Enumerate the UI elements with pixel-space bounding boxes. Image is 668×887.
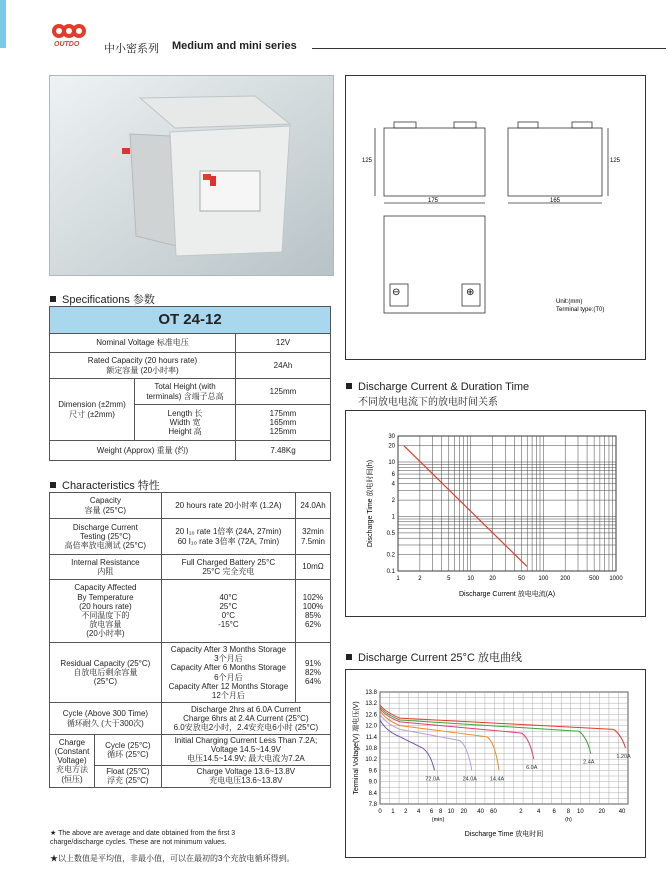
chart1-ylabel: Discharge Time 放电时间(h) xyxy=(367,459,374,548)
characteristics-heading: Characteristics 特性 xyxy=(50,477,160,493)
chart1-ytick-label: 20 xyxy=(388,443,395,450)
chart1-xlabel: Discharge Current 放电电流(A) xyxy=(458,591,556,598)
chart1-ytick-label: 6 xyxy=(391,472,395,479)
chart2-series-line xyxy=(380,709,534,759)
bullet-square-icon xyxy=(346,654,352,660)
chart2-ytick-label: 10.8 xyxy=(365,746,377,752)
chart2-series-line xyxy=(380,720,435,770)
chart2-ytick-label: 9.0 xyxy=(368,779,377,786)
chart2-xtick-min: 10 xyxy=(447,809,455,815)
chart2-series-label: 1.20A xyxy=(616,754,631,760)
chart2-ytick-label: 9.6 xyxy=(368,768,377,775)
chart2-xtick-min: 1 xyxy=(391,809,395,815)
chart2-xtick-min: 20 xyxy=(460,809,468,815)
logo-text: OUTDO xyxy=(54,41,80,48)
chart2-ytick-label: 10.2 xyxy=(365,757,377,764)
chart1-ytick-label: 0.1 xyxy=(386,569,395,575)
chart2-xtick-min: 60 xyxy=(490,809,497,815)
bullet-square-icon xyxy=(346,383,352,389)
dim-width-front: 175 xyxy=(428,198,439,204)
rated-capacity-value: 24Ah xyxy=(236,353,331,379)
chart2-xtick-h: 20 xyxy=(598,809,606,815)
chart1-xtick-label: 10 xyxy=(467,576,475,582)
chart2-series-label: 14.4A xyxy=(489,776,505,783)
chart2-xtick-min: 6 xyxy=(429,809,434,815)
model-name: OT 24-12 xyxy=(50,307,331,334)
specs-heading: Specifications 参数 xyxy=(50,291,155,307)
chart1-ytick-label: 30 xyxy=(388,434,395,440)
chart1-ytick-label: 0.2 xyxy=(386,552,395,559)
nominal-voltage-label: Nominal Voltage 标准电压 xyxy=(50,334,236,353)
chart1-heading: Discharge Current & Duration Time 不同放电电流下的放电时间关系 xyxy=(346,381,529,408)
chart2-xtick-min: 4 xyxy=(417,809,421,815)
chart1-box xyxy=(345,410,646,617)
chart1-ytick-label: 2 xyxy=(391,498,395,505)
chart1-ytick-label: 1 xyxy=(391,514,395,521)
chart2-ytick-label: 11.4 xyxy=(365,734,377,741)
chart1-xtick-label: 50 xyxy=(518,576,525,582)
chart2-xtick-min: 8 xyxy=(438,809,443,815)
bullet-square-icon xyxy=(50,296,56,302)
characteristics-table: Capacity 容量 (25°C) 20 hours rate 20小时率 (1.2A) 24.0Ah Discharge Current Testing (25°C) 高倍率放电测试 (25°C) 20 I₁₀ rate 1倍率 (24A, 27min) 60 I₁₀ rate 3倍率 (72A, 7min) 32min 7.5min Internal Resistance 内阻 Full Charged Battery 25°C 25°C 完全充电 10mΩ Capacity Affected By Temperature (20 hours rate) 不同温度下的 放电容量 (20小时率) 40°C 25°C 0°C -15°C 102% 100% 85% 62% Residual Capacity (25°C) 自放电后剩余容量 (25°C) Capacity After 3 Months Storage 3个月后 Capacity After 6 Months Storage 6个月后 Capacity After 12 Months Storage 12个月后 91% 82% 64% Cycle (Above 300 Time) 循环耐久 (大于300次) Discharge 2hrs at 6.0A Current Charge 6hrs at 2.4A Current (25°C) 6.0安放电2小时，2.4安充电6小时 (25°C) Charge (Constant Voltage) 充电方法 (恒压) Cycle (25°C) 循环 (25°C) Initial Charging Current Less Than 7.2A; Voltage 14.5~14.9V 电压14.5~14.9V; 最大电流为7.2A Float (25°C) 浮充 (25°C) Charge Voltage 13.6~13.8V 充电电压13.6~13.8V xyxy=(49,492,331,788)
chart2-heading: Discharge Current 25°C 放电曲线 xyxy=(346,649,522,665)
chart2-ytick-label: 13.8 xyxy=(365,690,377,696)
chart2-xtick-h: 4 xyxy=(537,809,541,815)
chart1-ytick-label: 10 xyxy=(388,460,395,467)
chart2-series-line xyxy=(380,707,591,754)
dim-height-right: 125 xyxy=(610,158,621,164)
notes-en: ★ The above are average and date obtained from the first 3 charge/discharge cycles. These are not minimum values. xyxy=(50,830,236,847)
bullet-square-icon xyxy=(50,482,56,488)
plus-terminal-icon: ⊕ xyxy=(466,287,475,298)
notes-cn: ★以上数值是平均值，非最小值，可以在最初的3个充放电循环得到。 xyxy=(50,854,295,863)
chart1-xtick-label: 2 xyxy=(418,576,422,582)
chart2-xtick-min: 2 xyxy=(404,809,408,815)
weight-label: Weight (Approx) 重量 (约) xyxy=(50,441,236,461)
chart2-ylabel: Terminal Voltage(V) 端电压(V) xyxy=(353,701,360,795)
chart1-xtick-label: 5 xyxy=(447,576,451,582)
chart1-ytick-label: 4 xyxy=(391,481,395,488)
chart2-xtick-h: 8 xyxy=(566,809,571,815)
series-title-en: Medium and mini series xyxy=(172,40,297,52)
chart2-ytick-label: 8.4 xyxy=(368,790,377,797)
minus-terminal-icon: ⊖ xyxy=(392,287,401,298)
chart2-series-label: 24.0A xyxy=(462,776,477,783)
chart2-series-label: 2.4A xyxy=(583,759,595,766)
header-rule xyxy=(312,48,666,49)
chart1-xtick-label: 100 xyxy=(538,576,549,582)
chart1-ytick-label: 0.5 xyxy=(386,530,395,537)
dim-height-left: 125 xyxy=(362,158,373,164)
unit-label: Unit:(mm) xyxy=(556,299,583,305)
chart2-xunit-h: (h) xyxy=(565,817,572,823)
dimension-drawing xyxy=(345,75,646,360)
chart1-xtick-label: 500 xyxy=(589,576,600,582)
chart1-series-line xyxy=(404,446,527,567)
chart1-xtick-label: 20 xyxy=(489,576,496,582)
sidebar-accent-bar xyxy=(0,0,6,48)
chart2-xunit-min: (min) xyxy=(431,817,445,823)
chart2-xtick-min: 0 xyxy=(378,809,382,815)
chart2-ytick-label: 12.6 xyxy=(365,712,377,719)
chart2-xtick-min: 40 xyxy=(477,809,484,815)
outdo-logo xyxy=(50,22,94,48)
total-height-value: 125mm xyxy=(236,379,331,405)
chart2-xtick-h: 40 xyxy=(618,809,626,815)
series-title-cn: 中小密系列 xyxy=(104,43,159,55)
chart1-xtick-label: 1000 xyxy=(609,576,623,582)
chart1-xtick-label: 200 xyxy=(560,576,571,582)
chart2-series-label: 72.0A xyxy=(425,776,440,783)
chart2-xlabel: Discharge Time 放电时间 xyxy=(464,831,544,838)
dim-width-side: 165 xyxy=(550,198,561,204)
chart2-ytick-label: 7.8 xyxy=(368,802,377,808)
chart2-xtick-h: 6 xyxy=(552,809,556,815)
chart1-plot-area xyxy=(398,436,616,571)
chart2-xtick-h: 2 xyxy=(519,809,523,815)
chart1-xtick-label: 1 xyxy=(396,576,400,582)
nominal-voltage-value: 12V xyxy=(236,334,331,353)
chart2-ytick-label: 12.0 xyxy=(365,723,377,730)
chart2-series-label: 6.0A xyxy=(526,765,538,772)
specs-table: OT 24-12 Nominal Voltage 标准电压 12V Rated Capacity (20 hours rate) 额定容量 (20小时率) 24Ah Dimension (±2mm) 尺寸 (±2mm) Total Height (with terminals) 含端子总高 125mm Length 长 Width 宽 Height 高 175mm 165mm 125mm Weight (Approx) 重量 (约) 7.48Kg xyxy=(49,306,331,461)
weight-value: 7.48Kg xyxy=(236,441,331,461)
product-photo xyxy=(49,75,334,276)
terminal-type-label: Terminal type:(T0) xyxy=(556,307,605,313)
chart2-ytick-label: 13.2 xyxy=(365,701,377,708)
chart2-box xyxy=(345,669,646,858)
chart2-xtick-h: 10 xyxy=(577,809,584,815)
